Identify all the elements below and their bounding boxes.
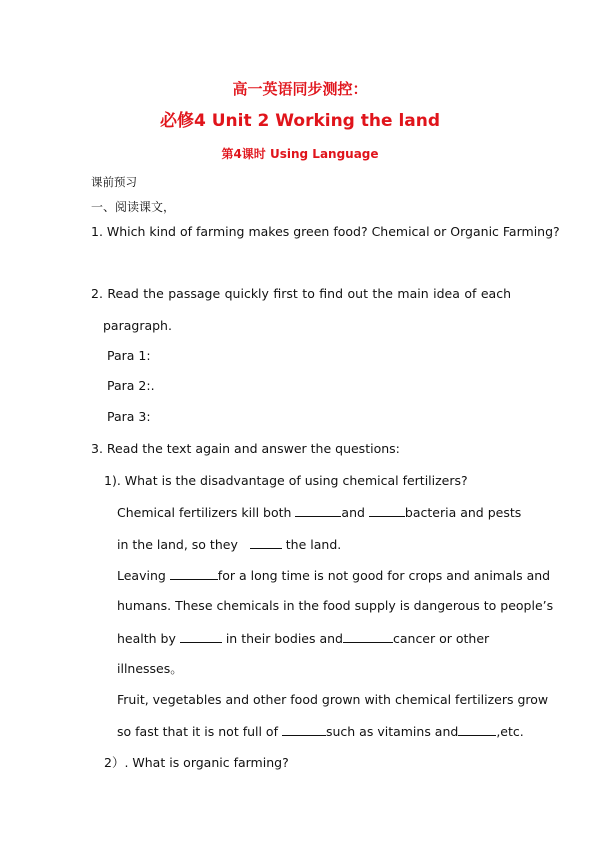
- answer-line-8: [117, 723, 524, 740]
- answer-text: so fast that it is not full of: [117, 724, 282, 739]
- para-2-label: Para 2:.: [107, 378, 155, 393]
- answer-line-4: humans. These chemicals in the food supply is dangerous to people’s: [117, 598, 554, 613]
- answer-text: and: [341, 505, 369, 520]
- answer-text: health by: [117, 631, 180, 646]
- question-2-line-2: paragraph.: [103, 318, 172, 333]
- para-1-label: Para 1:: [107, 348, 151, 363]
- answer-line-6: illnesses。: [117, 661, 183, 676]
- answer-line-2: [117, 536, 341, 553]
- fill-blank[interactable]: [458, 723, 496, 736]
- fill-blank[interactable]: [282, 723, 326, 736]
- answer-line-5: [117, 630, 489, 647]
- answer-text: for a long time is not good for crops and animals and: [217, 568, 551, 583]
- fill-blank[interactable]: [343, 630, 393, 643]
- unit-title: 必修4 Unit 2 Working the land: [159, 111, 441, 131]
- preview-label: 课前预习: [91, 175, 137, 189]
- fill-blank[interactable]: [170, 567, 218, 580]
- answer-line-3: [117, 567, 550, 584]
- answer-text: such as vitamins and: [325, 724, 459, 739]
- part-heading: 一、阅读课文，: [91, 200, 176, 214]
- answer-text: in their bodies and: [221, 631, 343, 646]
- answer-line-1: [117, 504, 521, 521]
- answer-text: Leaving: [117, 568, 170, 583]
- document-title: 高一英语同步测控：: [232, 80, 368, 98]
- answer-text: in the land, so they: [117, 537, 242, 552]
- question-2-line-1: 2. Read the passage quickly first to find out the main idea of each: [91, 286, 511, 301]
- answer-text: bacteria and pests: [404, 505, 522, 520]
- question-3-sub-2: 2）. What is organic farming?: [104, 755, 289, 770]
- question-3-sub-1: 1). What is the disadvantage of using chemical fertilizers?: [104, 473, 468, 488]
- answer-text: Chemical fertilizers kill both: [117, 505, 296, 520]
- answer-text: cancer or other: [392, 631, 490, 646]
- fill-blank[interactable]: [295, 504, 341, 517]
- fill-blank[interactable]: [369, 504, 405, 517]
- question-3-intro: 3. Read the text again and answer the questions:: [91, 441, 400, 456]
- fill-blank[interactable]: [250, 536, 282, 549]
- answer-text: ,etc.: [496, 724, 524, 739]
- lesson-title: 第4课时 Using Language: [221, 147, 379, 161]
- answer-line-7: Fruit, vegetables and other food grown with chemical fertilizers grow: [117, 692, 549, 707]
- para-3-label: Para 3:: [107, 409, 151, 424]
- fill-blank[interactable]: [180, 630, 222, 643]
- answer-text: the land.: [281, 537, 342, 552]
- question-1: 1. Which kind of farming makes green food? Chemical or Organic Farming?: [91, 224, 560, 239]
